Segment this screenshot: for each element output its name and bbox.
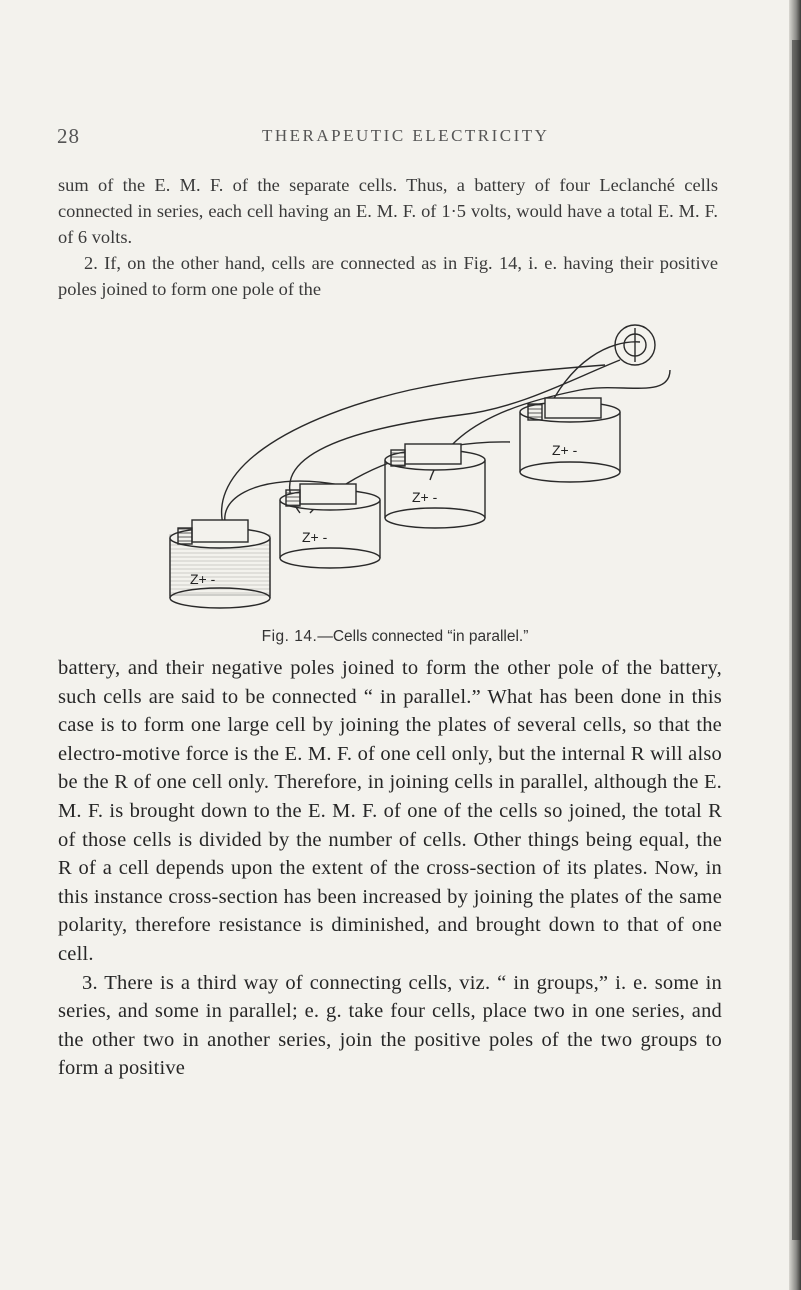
figure-label: Fig. 14. xyxy=(261,628,318,645)
paragraph: battery, and their negative poles joined to form the other pole of the battery, such cells are said to be connected “ in parallel.” What has been done in this case is to form one large cell by joining the plates of several cells, so that the electro-motive force is the E. M. F. of one cell only, but the internal R will also be the R of one cell only. Therefore, in joining cells in parallel, although the E. M. F. is brought down to the E. M. F. of one of the cells so joined, the total R of those cells is divided by the number of cells. Other things being equal, the R of a cell depends upon the extent of the cross-section of its plates. Now, in this instance cross-section has been increased by joining the plates of the same polarity, therefore resistance is diminished, and brought down to that of one cell. xyxy=(58,657,722,965)
text-block-top xyxy=(58,172,718,302)
cells-illustration xyxy=(150,320,710,620)
paragraph: sum of the E. M. F. of the separate cells. Thus, a battery of four Leclanché cells connected in series, each cell having an E. M. F. of 1·5 volts, would have a total E. M. F. of 6 volts. xyxy=(58,175,718,247)
paragraph: 3. There is a third way of connecting cells, viz. “ in groups,” i. e. some in series, and some in parallel; e. g. take four cells, place two in one series, and the other two in another series, join the positive poles of the two groups to form a positive xyxy=(58,971,722,1080)
paragraph: 2. If, on the other hand, cells are connected as in Fig. 14, i. e. having their positive poles joined to form one pole of the xyxy=(58,253,718,299)
page-header xyxy=(0,124,790,154)
cell-jars xyxy=(170,398,620,608)
running-head: THERAPEUTIC ELECTRICITY xyxy=(262,126,550,145)
cell-3 xyxy=(385,444,485,528)
cell-label: Z+ - xyxy=(412,489,438,505)
cell-1 xyxy=(170,520,270,608)
cell-2 xyxy=(280,484,380,568)
figure-caption-text: —Cells connected “in parallel.” xyxy=(317,628,529,645)
figure-cells-parallel xyxy=(150,320,710,620)
cell-label: Z+ - xyxy=(302,529,328,545)
text-block-main xyxy=(58,654,722,1083)
figure-caption xyxy=(0,628,790,646)
cell-label: Z+ - xyxy=(552,442,578,458)
cell-4 xyxy=(520,398,620,482)
page-number: 28 xyxy=(57,124,80,148)
cell-label: Z+ - xyxy=(190,571,216,587)
binding-shadow xyxy=(792,40,801,1240)
